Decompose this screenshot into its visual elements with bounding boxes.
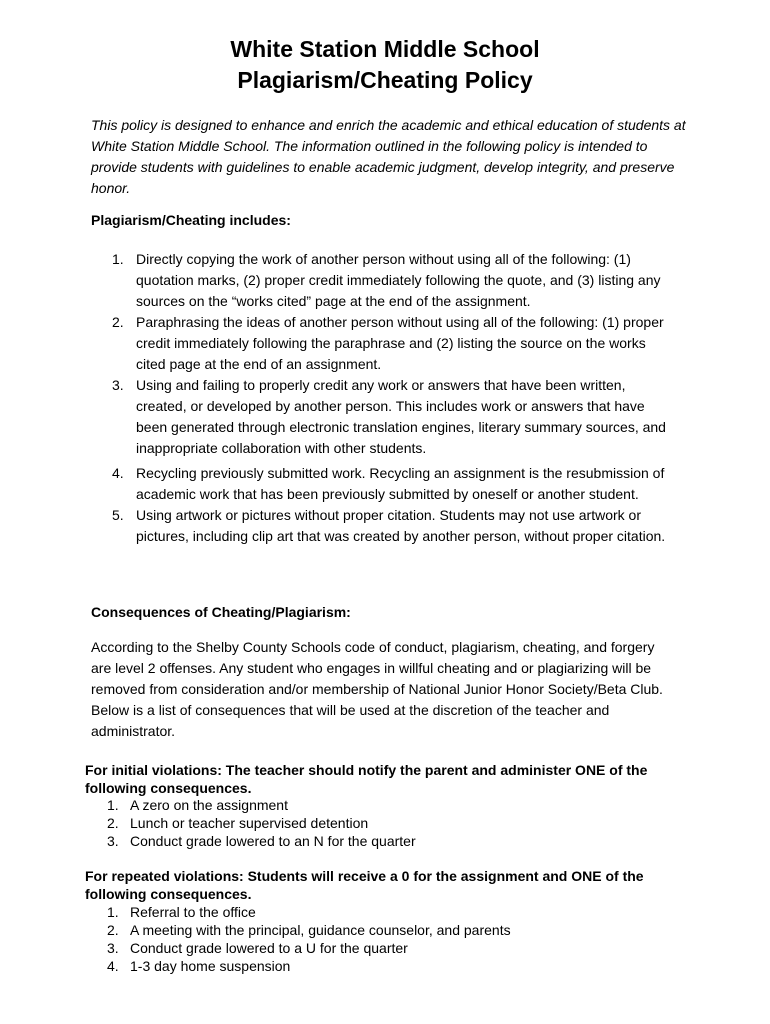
list-number: 5. xyxy=(112,507,124,523)
includes-list xyxy=(112,249,672,547)
list-number: 4. xyxy=(107,958,119,974)
list-item xyxy=(112,505,672,547)
list-text: Paraphrasing the ideas of another person without using all of the following: (1) proper credit immediately following the paraphrase and (2) listing the source on the works cited page at the end of an assignment. xyxy=(136,314,664,372)
list-item xyxy=(107,957,667,975)
consequences-paragraph: According to the Shelby County Schools code of conduct, plagiarism, cheating, and forgery are level 2 offenses. Any student who engages in willful cheating and or plagiarizing will be removed from consideration and/or membership of National Junior Honor Society/Beta Club. Below is a list of consequences that will be used at the discretion of the teacher and administrator. xyxy=(91,639,663,739)
list-text: Using artwork or pictures without proper citation. Students may not use artwork or pictures, including clip art that was created by another person, without proper citation. xyxy=(136,507,666,544)
list-item xyxy=(112,249,672,312)
title-line-2: Plagiarism/Cheating Policy xyxy=(237,67,533,93)
list-number: 3. xyxy=(107,940,119,956)
list-number: 1. xyxy=(107,797,119,813)
list-item xyxy=(107,939,667,957)
list-text: Conduct grade lowered to a U for the quarter xyxy=(130,940,408,956)
list-text: Using and failing to properly credit any work or answers that have been written, created, or developed by another person. This includes work or answers that have been generated through electronic translation engines, literary summary sources, and inappropriate collaboration with other students. xyxy=(136,377,666,456)
list-item xyxy=(112,312,672,375)
list-number: 3. xyxy=(107,833,119,849)
list-item xyxy=(107,832,667,850)
list-text: Recycling previously submitted work. Recycling an assignment is the resubmission of academic work that has been previously submitted by oneself or another student. xyxy=(136,465,665,502)
includes-heading: Plagiarism/Cheating includes: xyxy=(91,212,291,228)
list-number: 4. xyxy=(112,465,124,481)
list-number: 1. xyxy=(112,251,124,267)
list-item xyxy=(107,814,667,832)
list-text: A zero on the assignment xyxy=(130,797,288,813)
initial-violations-heading: For initial violations: The teacher should notify the parent and administer ONE of the following consequences. xyxy=(85,762,648,796)
list-item xyxy=(107,921,667,939)
list-text: Directly copying the work of another person without using all of the following: (1) quotation marks, (2) proper credit immediately following the quote, and (3) listing any sources on the “works cited” page at the end of the assignment. xyxy=(136,251,661,309)
list-item xyxy=(112,375,672,459)
repeated-consequences-list xyxy=(107,903,667,975)
list-number: 3. xyxy=(112,377,124,393)
list-text: Lunch or teacher supervised detention xyxy=(130,815,369,831)
list-number: 2. xyxy=(107,922,119,938)
list-number: 1. xyxy=(107,904,119,920)
initial-consequences-list xyxy=(107,796,667,850)
list-item xyxy=(107,903,667,921)
repeated-violations-heading: For repeated violations: Students will receive a 0 for the assignment and ONE of the following consequences. xyxy=(85,868,644,902)
list-text: 1-3 day home suspension xyxy=(130,958,291,974)
list-text: Conduct grade lowered to an N for the quarter xyxy=(130,833,416,849)
intro-paragraph: This policy is designed to enhance and enrich the academic and ethical education of students at White Station Middle School. The information outlined in the following policy is intended to provide students with guidelines to enable academic judgment, develop integrity, and preserve honor. xyxy=(91,117,686,196)
page-title xyxy=(0,34,770,96)
list-text: Referral to the office xyxy=(130,904,256,920)
consequences-heading: Consequences of Cheating/Plagiarism: xyxy=(91,604,351,620)
list-number: 2. xyxy=(107,815,119,831)
list-number: 2. xyxy=(112,314,124,330)
title-line-1: White Station Middle School xyxy=(230,36,540,62)
list-item xyxy=(112,463,672,505)
list-text: A meeting with the principal, guidance counselor, and parents xyxy=(130,922,511,938)
list-item xyxy=(107,796,667,814)
